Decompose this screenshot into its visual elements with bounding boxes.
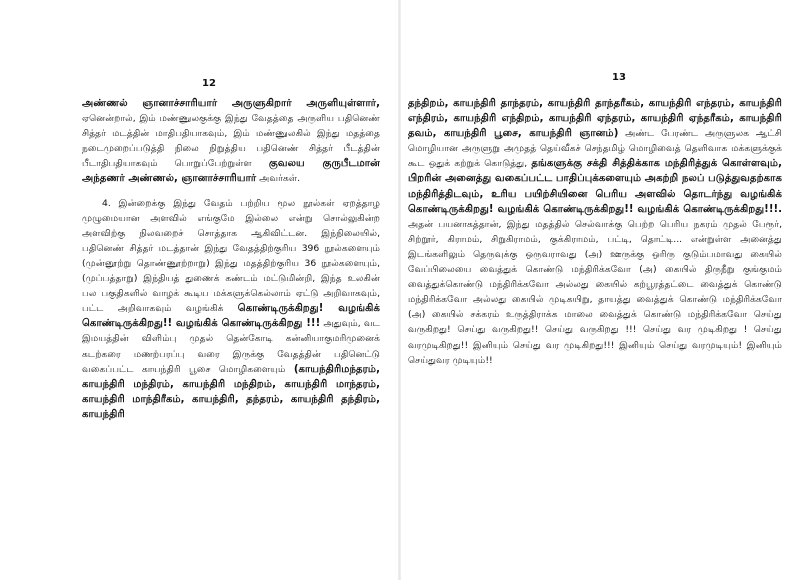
bold-text: கொண்டிருக்கிறது! வழங்கிக் கொண்டிருக்கிறது!! வழங்கிக் கொண்டிருக்கிறது !!! [82,303,381,330]
body-text: அதன் பயனாகத்தான், இந்து மதத்தில் செல்வாக்கு பெற்ற பெரிய நகரம் முதல் பேரூர், சிற்றூர், கிராமம், சிறுகிராமம், குக்கிராமம், பட்டி, தொட்டி... என்றுள்ள அனைத்து இடங்களிலும் தெருவுக்கு ஒருவராவது (அ) ஊருக்கு ஒரிரு குடும்பமாவது கையில் வேப்பிலையை வைத்துக் கொண்டு மந்திரிக்கவோ (அ) கையில் திருநீறு குங்குமம் வைத்துக்கொண்டு மந்திரிக்கவோ அல்லது கையில் கற்பூரத்தட்டை வைத்துக் கொண்டு மந்திரிக்கவோ அல்லது கையில் முடிகயிறு, தாயத்து வைத்துக் கொண்டு மந்திரிக்கவோ (அ) கையில் சக்கரம் உருத்திராக்க மாலை வைத்துக் கொண்டு மந்திரிக்கவோ செய்து வருகிறது! செய்து வருகிறது!! செய்து வருகிறது !!! செய்து வர முடிகிறது ! செய்து வரமுடிகிறது!! இனியும் செய்து வர முடிகிறது!!! இனியும் செய்து வரமுடியும்! இனியும் செய்துவர முடியும்!! [408,218,782,366]
left-paragraph-1 [82,96,380,187]
right-page [400,0,800,580]
body-text: அண்ட பேரண்ட அருளுலக ஆட்சி மொழியான அருளுறு அமுதத் தெய்வீகச் செந்தமிழ் மொழிவைத் தெளிவாக மக்களுக்குக் கூட ஒதுக் கற்றுக் கொடுத்து, [408,128,782,170]
body-text: அதுவும், வட இமயத்தின் விளிம்பு முதல் தென்கோடி கன்னியாகுமரிமுனைக் கடற்கரை மணற்பரப்பு வரை இருக்கு வேதத்தின் பதினெட்டு வகைப்பட்ட காயந்திரி பூசை மொழிகளையும் [82,318,380,375]
bold-text: தந்திறம், காயந்திரி தாந்தரம், காயந்திரி தாந்தரீகம், காயந்திரி எந்தரம், காயந்திரி எந்திரம், காயந்திரி எந்திறம், காயந்திரி ஏந்தரம், காயந்திரி ஏந்தரீகம், காயந்திரி தவம், காயந்திரி பூசை, காயந்திரி ஞானம்) [408,98,782,140]
bold-text: தங்களுக்கு சக்தி சித்திக்காக மந்திரித்துக் கொள்ளவும், பிறரின் அனைத்து வகைப்பட்ட பாதிப்புக்களையும் அகற்றி நலப் படுத்துவதற்காக மந்திரித்திடவும், உரிய பயிற்சியினை பெரிய அளவில் தொடர்ந்து வழங்கிக் கொண்டிருக்கிறது! வழங்கிக் கொண்டிருக்கிறது!! வழங்கிக் கொண்டிருக்கிறது!!!. [408,158,782,215]
bold-text: அண்ணல் ஞானாச்சாரியார் அருளுகிறார் அருளியுள்ளார், [82,98,380,109]
bold-text: (காயந்திரிமந்தரம், காயந்திரி மந்திரம், காயந்திரி மந்திறம், காயந்திரி மாந்தரம், காயந்திரி மாந்திரீகம், காயந்திரி, தந்தரம், காயந்திரி தந்திரம், காயந்திரி [82,363,380,420]
right-page-body [408,96,782,368]
page-number-left: 12 [202,78,216,89]
left-page-body [82,96,380,422]
body-text: அவர்கள். [256,173,301,185]
right-paragraph [408,96,782,368]
body-text: ஏனென்றால், இம் மண்ணுலகுக்கு இந்து வேதத்தை அருளிய பதினெண் சித்தர் மடத்தின் மாதிபதியாகவும், இம் மண்ணுலகில் இந்து மதத்தை நடைமுறைப்படுத்தி நிலை நிறுத்திய பதினெண் சித்தர் பீடத்தின் பீடாதிபதியாகவும் பொறுப்பேற்றுள்ள [82,113,380,170]
body-text: 4. இன்றைக்கு இந்து வேதம் பற்றிய மூல நூல்கள் ஏறத்தாழ முழுமையான அளவில் எங்குமே இல்லை என்று சொல்லுகின்ற அளவிற்கு நிலவறைச் சொத்தாக ஆகிவிட்டன. இந்நிலையில், பதினெண் சித்தர் மடத்தான் இந்து வேதத்திற்குரிய 396 நூல்களையும் (முன்னூற்று தொண்ணூற்றாறு) இந்து மதத்திற்குரிய 36 நூல்களையும், (முப்பத்தாறு) இந்தியத் துணைக் கண்டம் மட்டுமின்றி, இந்த உலகின் பல பகுதிகளில் வாழக் கூடிய மக்களுக்கெல்லாம் ஏட்டு அறிவாகவும், பட்ட அறிவாகவும் வழங்கிக் [82,197,380,315]
page-number-right: 13 [612,72,626,83]
bold-text: குவலய குருபீடமான் அந்தணர் அண்ணல், ஞானாச்சாரியார் [82,158,380,185]
left-paragraph-2 [82,196,380,422]
